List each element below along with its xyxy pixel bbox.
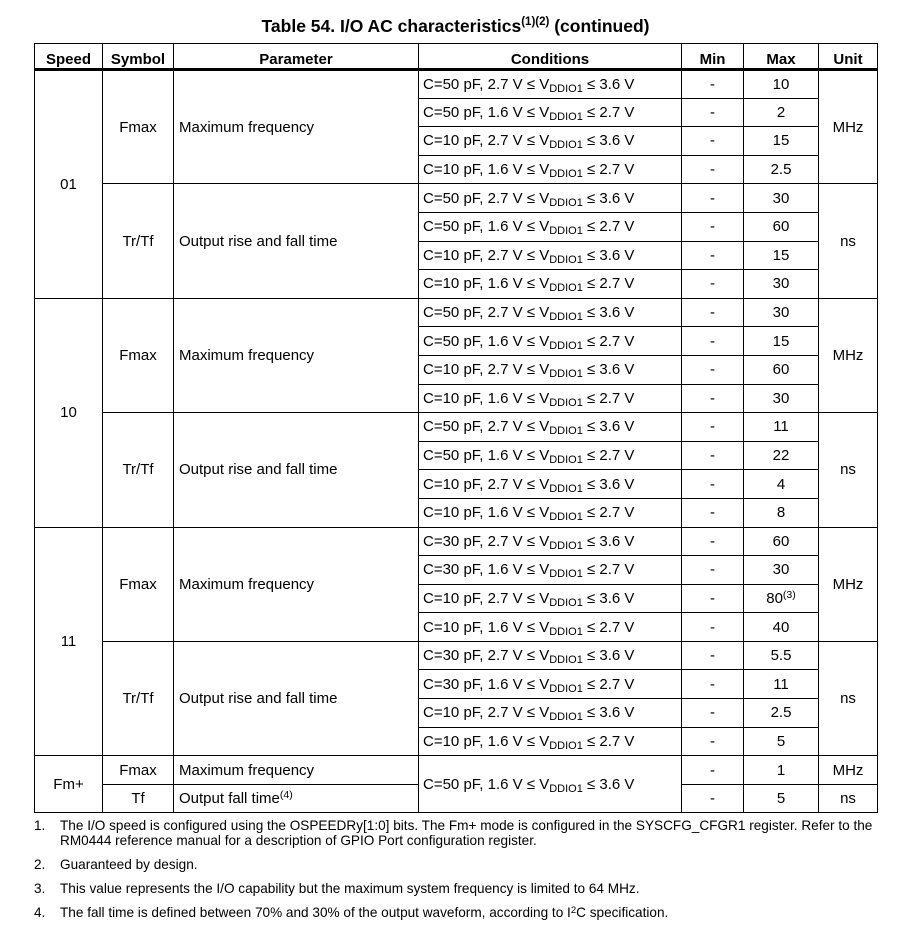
condition-text: C=10 pF, 1.6 V ≤ V — [423, 504, 550, 522]
table-row — [35, 298, 878, 327]
condition-cell — [419, 556, 682, 585]
condition-subscript: DDIO1 — [549, 711, 583, 724]
condition-cell — [419, 699, 682, 728]
header-parameter: Parameter — [174, 44, 419, 70]
condition-cell — [419, 212, 682, 241]
max-cell: 1 — [744, 756, 819, 785]
min-cell: - — [682, 270, 744, 299]
footnote-text — [60, 818, 894, 848]
min-cell: - — [682, 556, 744, 585]
max-cell: 5 — [744, 784, 819, 813]
condition-limit: ≤ 3.6 V — [582, 589, 635, 607]
condition-subscript: DDIO1 — [549, 311, 583, 324]
max-cell — [744, 613, 819, 642]
condition-text: C=10 pF, 1.6 V ≤ V — [423, 732, 550, 750]
min-cell: - — [682, 127, 744, 156]
max-value: 2.5 — [770, 704, 792, 722]
min-cell: - — [682, 756, 744, 785]
condition-subscript: DDIO1 — [549, 511, 583, 524]
speed-cell: 11 — [35, 527, 103, 756]
condition-cell — [419, 184, 682, 213]
max-cell — [744, 184, 819, 213]
max-cell — [744, 270, 819, 299]
footnote — [34, 818, 894, 848]
condition-text: C=10 pF, 1.6 V ≤ V — [423, 161, 550, 179]
max-cell — [744, 556, 819, 585]
footnotes — [34, 818, 894, 929]
footnote — [34, 857, 894, 872]
min-cell: - — [682, 784, 744, 813]
condition-subscript: DDIO1 — [549, 225, 583, 238]
condition-text: C=50 pF, 2.7 V ≤ V — [423, 304, 550, 322]
symbol-cell: Fmax — [103, 527, 174, 641]
condition-cell — [419, 413, 682, 442]
condition-cell — [419, 470, 682, 499]
max-value: 10 — [772, 75, 790, 93]
condition-subscript: DDIO1 — [549, 168, 583, 181]
max-cell — [744, 384, 819, 413]
min-cell: - — [682, 584, 744, 613]
table-row — [35, 641, 878, 670]
min-cell: - — [682, 613, 744, 642]
condition-text: C=30 pF, 2.7 V ≤ V — [423, 647, 550, 665]
condition-subscript: DDIO1 — [549, 596, 583, 609]
condition-cell — [419, 270, 682, 299]
condition-subscript: DDIO1 — [549, 782, 583, 795]
speed-cell: 01 — [35, 70, 103, 299]
condition-cell — [419, 498, 682, 527]
unit-cell: MHz — [819, 527, 878, 641]
condition-limit: ≤ 3.6 V — [582, 475, 635, 493]
condition-text: C=30 pF, 1.6 V ≤ V — [423, 675, 550, 693]
max-cell — [744, 498, 819, 527]
max-cell — [744, 98, 819, 127]
parameter-footnote-ref: (4) — [279, 789, 293, 802]
max-value: 5 — [776, 732, 786, 750]
condition-limit: ≤ 3.6 V — [582, 75, 635, 93]
condition-limit: ≤ 3.6 V — [582, 304, 635, 322]
max-value: 60 — [772, 361, 790, 379]
condition-limit: ≤ 3.6 V — [582, 418, 635, 436]
speed-cell: Fm+ — [35, 756, 103, 813]
condition-text: C=10 pF, 2.7 V ≤ V — [423, 246, 550, 264]
condition-limit: ≤ 2.7 V — [582, 389, 635, 407]
footnote — [34, 905, 894, 920]
condition-cell — [419, 527, 682, 556]
unit-cell: ns — [819, 784, 878, 813]
condition-cell — [419, 98, 682, 127]
max-value: 15 — [772, 332, 790, 350]
parameter-cell: Maximum frequency — [174, 527, 419, 641]
max-value: 80 — [766, 589, 783, 607]
footnote-text — [60, 881, 894, 896]
header-row — [35, 44, 878, 70]
condition-limit: ≤ 2.7 V — [582, 103, 635, 121]
condition-text: C=50 pF, 2.7 V ≤ V — [423, 75, 550, 93]
condition-subscript: DDIO1 — [549, 739, 583, 752]
max-cell — [744, 212, 819, 241]
max-cell — [744, 584, 819, 613]
condition-subscript: DDIO1 — [549, 82, 583, 95]
unit-cell: MHz — [819, 70, 878, 184]
max-value: 15 — [772, 246, 790, 264]
header-max: Max — [744, 44, 819, 70]
table-row — [35, 413, 878, 442]
symbol-cell: Fmax — [103, 70, 174, 184]
max-cell — [744, 327, 819, 356]
condition-subscript: DDIO1 — [549, 282, 583, 295]
min-cell: - — [682, 470, 744, 499]
min-cell: - — [682, 298, 744, 327]
footnote-number: 4. — [34, 905, 46, 920]
condition-text: C=50 pF, 1.6 V ≤ V — [423, 775, 550, 793]
min-cell: - — [682, 355, 744, 384]
condition-limit: ≤ 2.7 V — [582, 618, 635, 636]
condition-text: C=50 pF, 1.6 V ≤ V — [423, 332, 550, 350]
condition-subscript: DDIO1 — [549, 454, 583, 467]
footnote — [34, 881, 894, 896]
footnote-number: 3. — [34, 881, 46, 896]
max-value: 4 — [776, 475, 786, 493]
max-value: 2.5 — [770, 161, 792, 179]
min-cell: - — [682, 641, 744, 670]
condition-subscript: DDIO1 — [549, 568, 583, 581]
footnote-number: 1. — [34, 818, 46, 833]
header-min: Min — [682, 44, 744, 70]
condition-subscript: DDIO1 — [549, 139, 583, 152]
condition-cell — [419, 641, 682, 670]
caption-refs: (1)(2) — [521, 16, 550, 29]
max-cell — [744, 641, 819, 670]
symbol-cell: Fmax — [103, 756, 174, 785]
max-value: 2 — [776, 103, 786, 121]
condition-subscript: DDIO1 — [549, 482, 583, 495]
max-cell — [744, 670, 819, 699]
condition-text: C=30 pF, 2.7 V ≤ V — [423, 532, 550, 550]
parameter-text: Output fall time — [179, 790, 280, 808]
header-speed: Speed — [35, 44, 103, 70]
symbol-cell: Tf — [103, 784, 174, 813]
condition-cell — [419, 327, 682, 356]
max-value: 30 — [772, 275, 790, 293]
condition-subscript: DDIO1 — [549, 110, 583, 123]
min-cell: - — [682, 212, 744, 241]
condition-cell — [419, 70, 682, 99]
parameter-text: Maximum frequency — [179, 761, 315, 779]
max-value: 11 — [773, 418, 789, 436]
condition-subscript: DDIO1 — [549, 425, 583, 438]
condition-text: C=10 pF, 1.6 V ≤ V — [423, 389, 550, 407]
parameter-cell — [174, 756, 419, 785]
footnote-body: The I/O speed is configured using the OSPEEDRy[1:0] bits. The Fm+ mode is configured in the SYSCFG_CFGR1 register. Refer to the RM0444 reference manual for a description of GPIO Port configuration register. — [60, 818, 873, 848]
max-cell — [744, 527, 819, 556]
condition-limit: ≤ 2.7 V — [582, 275, 635, 293]
min-cell: - — [682, 699, 744, 728]
footnote-number: 2. — [34, 857, 46, 872]
table-body — [35, 70, 878, 813]
max-cell — [744, 70, 819, 99]
condition-limit: ≤ 3.6 V — [582, 189, 635, 207]
parameter-cell: Output rise and fall time — [174, 413, 419, 527]
condition-subscript: DDIO1 — [549, 368, 583, 381]
max-value: 30 — [772, 561, 790, 579]
condition-cell — [419, 298, 682, 327]
min-cell: - — [682, 241, 744, 270]
condition-limit: ≤ 3.6 V — [582, 246, 635, 264]
io-ac-table — [34, 43, 878, 813]
min-cell: - — [682, 98, 744, 127]
max-cell — [744, 355, 819, 384]
condition-limit: ≤ 3.6 V — [582, 775, 635, 793]
max-cell — [744, 127, 819, 156]
condition-limit: ≤ 2.7 V — [582, 218, 635, 236]
min-cell: - — [682, 184, 744, 213]
max-value: 15 — [772, 132, 790, 150]
condition-text: C=10 pF, 2.7 V ≤ V — [423, 475, 550, 493]
footnote-body: Guaranteed by design. — [60, 857, 198, 872]
max-value: 30 — [772, 304, 790, 322]
footnote-tail: C specification. — [576, 905, 669, 920]
condition-limit: ≤ 2.7 V — [582, 161, 635, 179]
table-row — [35, 70, 878, 99]
condition-text: C=10 pF, 2.7 V ≤ V — [423, 132, 550, 150]
parameter-cell: Output rise and fall time — [174, 184, 419, 298]
condition-text: C=10 pF, 2.7 V ≤ V — [423, 704, 550, 722]
table-row — [35, 184, 878, 213]
max-value: 5.5 — [770, 647, 792, 665]
min-cell: - — [682, 527, 744, 556]
condition-subscript: DDIO1 — [549, 396, 583, 409]
max-value: 11 — [773, 675, 789, 693]
header-conditions: Conditions — [419, 44, 682, 70]
min-cell: - — [682, 441, 744, 470]
max-value: 40 — [772, 618, 790, 636]
condition-subscript: DDIO1 — [549, 196, 583, 209]
min-cell: - — [682, 413, 744, 442]
condition-text: C=10 pF, 1.6 V ≤ V — [423, 275, 550, 293]
parameter-cell: Output rise and fall time — [174, 641, 419, 755]
condition-cell — [419, 441, 682, 470]
max-cell — [744, 298, 819, 327]
symbol-cell: Tr/Tf — [103, 641, 174, 755]
unit-cell: ns — [819, 184, 878, 298]
footnote-superscript: 2 — [570, 905, 577, 916]
footnote-body: The fall time is defined between 70% and 30% of the output waveform, according to I — [60, 905, 571, 920]
condition-subscript: DDIO1 — [549, 253, 583, 266]
parameter-cell: Maximum frequency — [174, 298, 419, 412]
condition-text: C=50 pF, 1.6 V ≤ V — [423, 447, 550, 465]
condition-cell — [419, 727, 682, 756]
condition-subscript: DDIO1 — [549, 339, 583, 352]
condition-cell — [419, 670, 682, 699]
condition-text: C=10 pF, 2.7 V ≤ V — [423, 361, 550, 379]
min-cell: - — [682, 327, 744, 356]
table-caption — [0, 14, 911, 38]
max-value: 30 — [772, 189, 790, 207]
min-cell: - — [682, 670, 744, 699]
symbol-cell: Fmax — [103, 298, 174, 412]
unit-cell: MHz — [819, 756, 878, 785]
max-cell — [744, 470, 819, 499]
condition-text: C=50 pF, 1.6 V ≤ V — [423, 103, 550, 121]
condition-cell — [419, 384, 682, 413]
condition-subscript: DDIO1 — [549, 682, 583, 695]
condition-cell — [419, 756, 682, 813]
max-cell — [744, 699, 819, 728]
min-cell: - — [682, 498, 744, 527]
max-footnote-ref: (3) — [782, 588, 796, 601]
unit-cell: ns — [819, 641, 878, 755]
max-value: 8 — [776, 504, 786, 522]
min-cell: - — [682, 727, 744, 756]
condition-cell — [419, 241, 682, 270]
min-cell: - — [682, 384, 744, 413]
max-value: 60 — [772, 218, 790, 236]
condition-cell — [419, 355, 682, 384]
min-cell: - — [682, 70, 744, 99]
footnote-text — [60, 905, 894, 920]
condition-limit: ≤ 2.7 V — [582, 561, 635, 579]
condition-subscript: DDIO1 — [549, 539, 583, 552]
max-cell — [744, 241, 819, 270]
min-cell: - — [682, 155, 744, 184]
symbol-cell: Tr/Tf — [103, 413, 174, 527]
unit-cell: ns — [819, 413, 878, 527]
parameter-cell — [174, 784, 419, 813]
condition-cell — [419, 127, 682, 156]
max-cell — [744, 441, 819, 470]
condition-text: C=10 pF, 1.6 V ≤ V — [423, 618, 550, 636]
condition-limit: ≤ 3.6 V — [582, 132, 635, 150]
condition-text: C=50 pF, 2.7 V ≤ V — [423, 189, 550, 207]
table-row — [35, 756, 878, 785]
caption-title: Table 54. I/O AC characteristics — [261, 16, 522, 36]
caption-suffix: (continued) — [549, 16, 650, 36]
condition-limit: ≤ 2.7 V — [582, 732, 635, 750]
condition-limit: ≤ 2.7 V — [582, 675, 635, 693]
footnote-text — [60, 857, 894, 872]
table-row — [35, 527, 878, 556]
condition-text: C=50 pF, 1.6 V ≤ V — [423, 218, 550, 236]
max-value: 30 — [772, 389, 790, 407]
condition-text: C=10 pF, 2.7 V ≤ V — [423, 589, 550, 607]
condition-limit: ≤ 2.7 V — [582, 447, 635, 465]
condition-cell — [419, 155, 682, 184]
condition-limit: ≤ 3.6 V — [582, 361, 635, 379]
parameter-cell: Maximum frequency — [174, 70, 419, 184]
header-unit: Unit — [819, 44, 878, 70]
max-value: 60 — [772, 532, 790, 550]
condition-subscript: DDIO1 — [549, 654, 583, 667]
condition-limit: ≤ 3.6 V — [582, 647, 635, 665]
condition-text: C=50 pF, 2.7 V ≤ V — [423, 418, 550, 436]
condition-limit: ≤ 2.7 V — [582, 504, 635, 522]
symbol-cell: Tr/Tf — [103, 184, 174, 298]
condition-subscript: DDIO1 — [549, 625, 583, 638]
condition-limit: ≤ 3.6 V — [582, 704, 635, 722]
max-cell — [744, 727, 819, 756]
footnote-body: This value represents the I/O capability but the maximum system frequency is limited to 64 MHz. — [60, 881, 640, 896]
condition-cell — [419, 584, 682, 613]
speed-cell: 10 — [35, 298, 103, 527]
condition-limit: ≤ 2.7 V — [582, 332, 635, 350]
max-cell — [744, 413, 819, 442]
max-value: 22 — [772, 447, 790, 465]
condition-limit: ≤ 3.6 V — [582, 532, 635, 550]
unit-cell: MHz — [819, 298, 878, 412]
header-symbol: Symbol — [103, 44, 174, 70]
condition-text: C=30 pF, 1.6 V ≤ V — [423, 561, 550, 579]
condition-cell — [419, 613, 682, 642]
max-cell — [744, 155, 819, 184]
